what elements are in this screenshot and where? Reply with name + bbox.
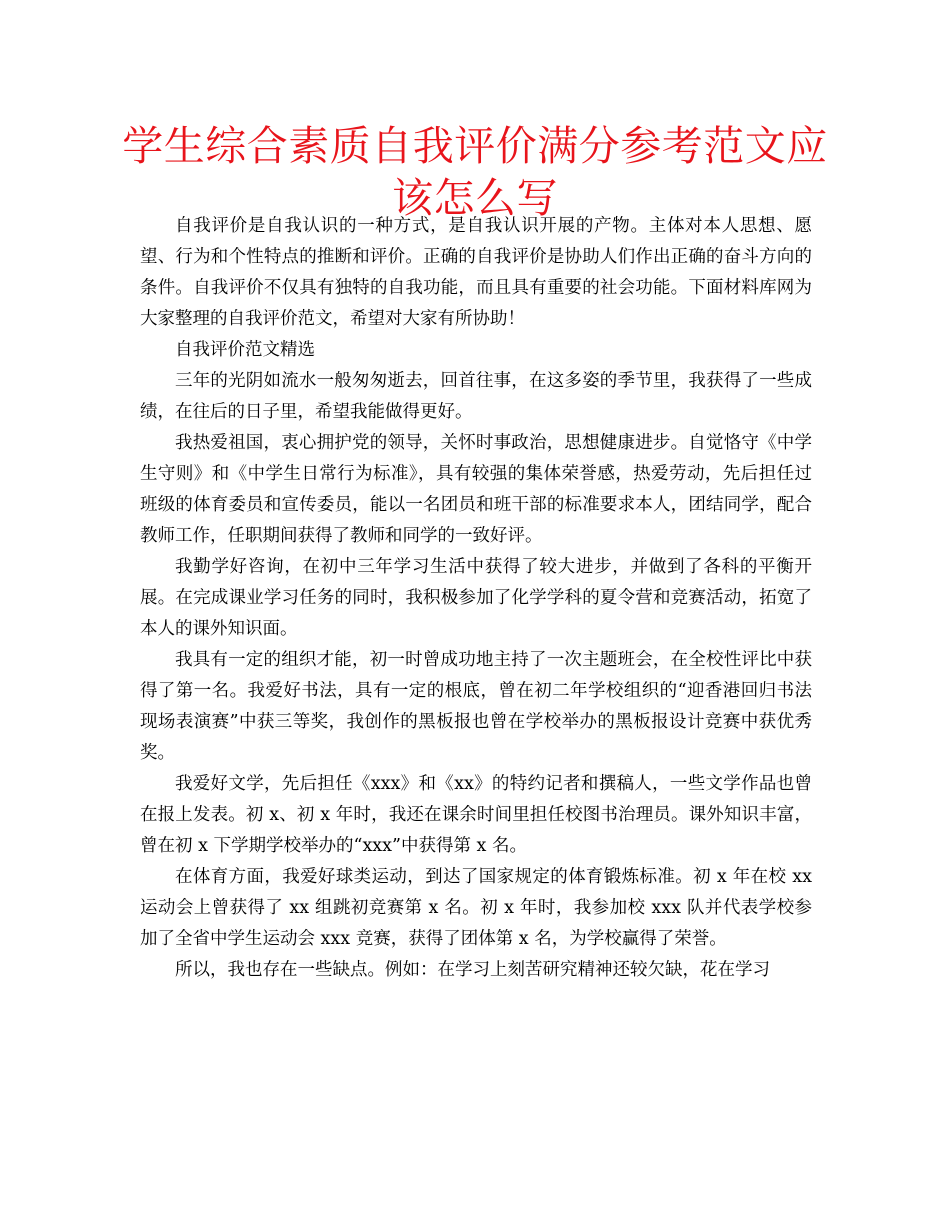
paragraph-intro: 自我评价是自我认识的一种方式，是自我认识开展的产物。主体对本人思想、愿望、行为和个性特点的推断和评价。正确的自我评价是协助人们作出正确的奋斗方向的条件。自我评价不仅具有独特的自我功能，而且具有重要的社会功能。下面材料库网为大家整理的自我评价范文，希望对大家有所协助！ [140, 216, 812, 329]
paragraph: 三年的光阴如流水一般匆匆逝去，回首往事，在这多姿的季节里，我获得了一些成绩，在往后的日子里，希望我能做得更好。 [140, 371, 812, 422]
paragraph: 在体育方面，我爱好球类运动，到达了国家规定的体育锻炼标准。初 x 年在校 xx 运动会上曾获得了 xx 组跳初竞赛第 x 名。初 x 年时，我参加校 xxx 队并代表学校参加了全省中学生运动会 xxx 竞赛，获得了团体第 x 名，为学校赢得了荣誉。 [140, 867, 812, 949]
paragraph: 所以，我也存在一些缺点。例如：在学习上刻苦研究精神还较欠缺，花在学习 [175, 960, 770, 980]
paragraph: 我爱好文学，先后担任《xxx》和《xx》的特约记者和撰稿人，一些文学作品也曾在报上发表。初 x、初 x 年时，我还在课余时间里担任校图书治理员。课外知识丰富，曾在初 x 下学期学校举办的“xxx”中获得第 x 名。 [140, 774, 812, 856]
paragraph-section-heading: 自我评价范文精选 [175, 340, 315, 360]
paragraph: 我具有一定的组织才能，初一时曾成功地主持了一次主题班会，在全校性评比中获得了第一名。我爱好书法，具有一定的根底，曾在初二年学校组织的“迎香港回归书法现场表演赛”中获三等奖，我创作的黑板报也曾在学校举办的黑板报设计竞赛中获优秀奖。 [140, 650, 812, 763]
document-title: 学生综合素质自我评价满分参考范文应该怎么写 [122, 122, 828, 222]
paragraph: 我勤学好咨询，在初中三年学习生活中获得了较大进步，并做到了各科的平衡开展。在完成课业学习任务的同时，我积极参加了化学学科的夏令营和竞赛活动，拓宽了本人的课外知识面。 [140, 557, 812, 639]
paragraph: 我热爱祖国，衷心拥护党的领导，关怀时事政治，思想健康进步。自觉恪守《中学生守则》和《中学生日常行为标准》，具有较强的集体荣誉感，热爱劳动，先后担任过班级的体育委员和宣传委员，能以一名团员和班干部的标准要求本人，团结同学，配合教师工作，任职期间获得了教师和同学的一致好评。 [140, 433, 812, 546]
document-body [140, 211, 812, 986]
